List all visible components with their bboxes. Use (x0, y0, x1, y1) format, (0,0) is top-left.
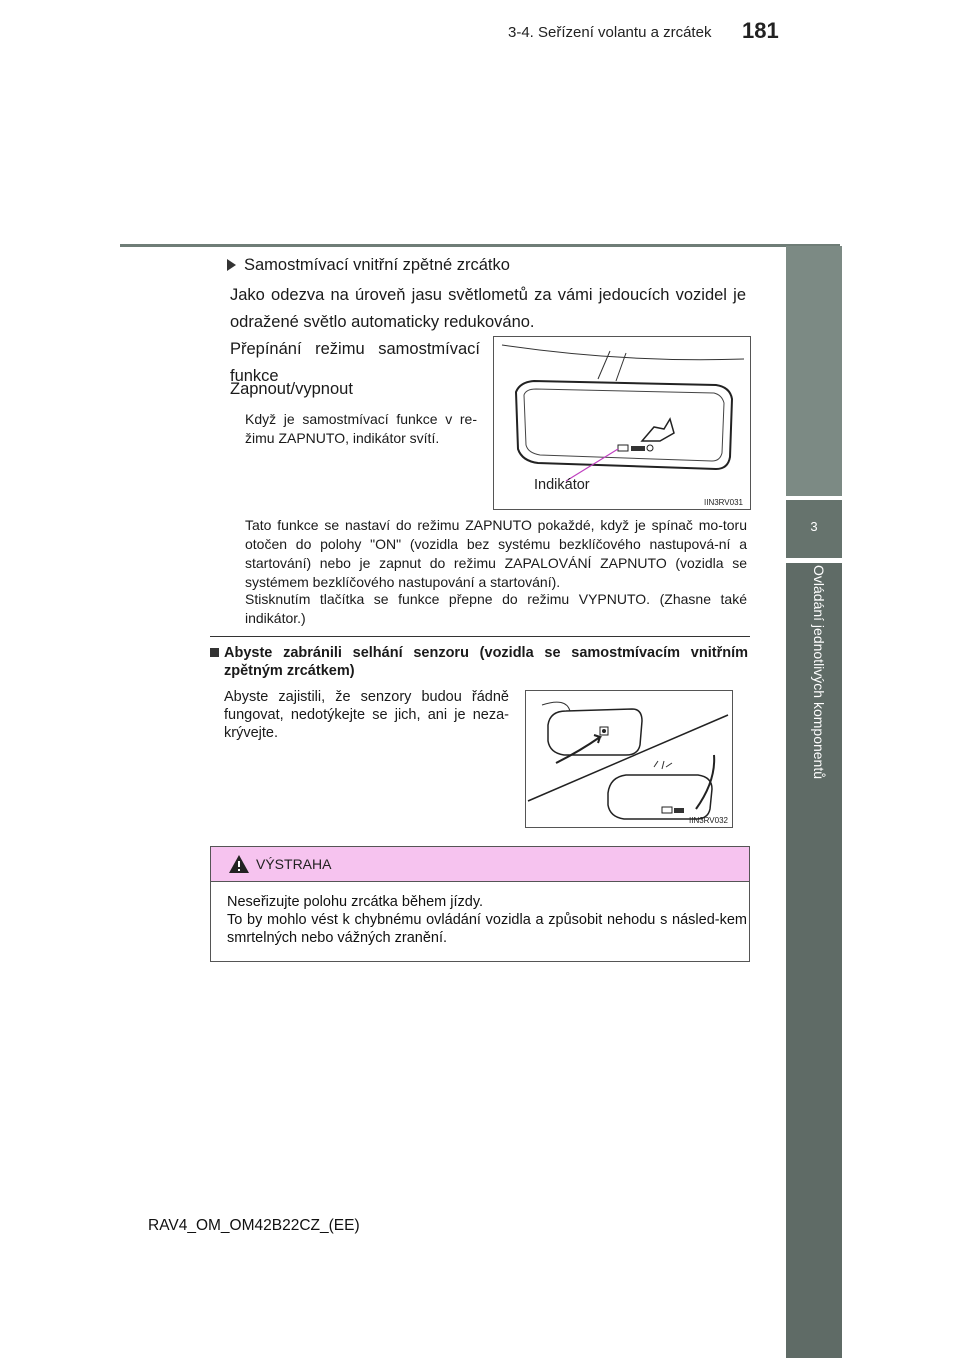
sensor-illustration (526, 691, 732, 827)
warning-line-1: Neseřizujte polohu zrcátka během jízdy. (227, 894, 484, 910)
sensor-text: Abyste zajistili, že senzory budou řádně fungovat, nedotýkejte se jich, ani je neza-krývejte. (224, 689, 509, 741)
warning-body (227, 893, 747, 947)
header-rule (120, 244, 840, 247)
indicator-note: Když je samostmívací funkce v re-žimu ZAPNUTO, indikátor svítí. (245, 411, 477, 446)
footer-code: RAV4_OM_OM42B22CZ_(EE) (148, 1217, 360, 1234)
warning-triangle-icon (228, 854, 250, 874)
section-title: 3-4. Seřízení volantu a zrcátek (508, 24, 712, 41)
chapter-number: 3 (810, 519, 818, 534)
bullet-triangle-icon (227, 259, 236, 271)
sensor-heading: Abyste zabránili selhání senzoru (vozidla se samostmívacím vnitřním zpětným zrcátkem) (224, 645, 748, 679)
section-separator (210, 636, 750, 637)
warning-box (210, 846, 750, 962)
switch-heading: Přepínání režimu samostmívací funkce (230, 340, 480, 385)
chapter-label: Ovládání jednotlivých komponentů (811, 565, 827, 780)
off-note: Stisknutím tlačítka se funkce přepne do režimu VYPNUTO. (Zhasne také indikátor.) (245, 591, 747, 626)
indicator-label: Indikátor (534, 477, 590, 493)
auto-on-note: Tato funkce se nastaví do režimu ZAPNUTO pokaždé, když je spínač mo-toru otočen do polohy "ON" (vozidla bez systému bezklíčového nastupová-ní a startování) nebo je zapnut do režimu ZAPALOVÁNÍ ZAPNUTO (vozidla se systémem bezklíčového nastupování a startování). (245, 517, 747, 590)
sensor-figure (525, 690, 733, 828)
mirror-figure (493, 336, 751, 510)
square-bullet-icon (210, 648, 219, 657)
warning-header (211, 847, 749, 882)
intro-text: Jako odezva na úroveň jasu světlometů za vámi jedoucích vozidel je odražené světlo automaticky redukováno. (230, 286, 746, 331)
chapter-tab-top (786, 246, 842, 496)
warning-line-2: To by mohlo vést k chybnému ovládání vozidla a způsobit nehodu s násled-kem smrtelných nebo vážných zranění. (227, 912, 747, 946)
on-off-heading: Zapnout/vypnout (230, 380, 353, 398)
item-heading: Samostmívací vnitřní zpětné zrcátko (244, 256, 510, 274)
page-number: 181 (742, 18, 779, 43)
mirror-illustration (494, 337, 750, 509)
figure1-code: IIN3RV031 (704, 498, 743, 507)
figure2-code: IIN3RV032 (689, 816, 728, 825)
warning-title: VÝSTRAHA (256, 856, 332, 872)
